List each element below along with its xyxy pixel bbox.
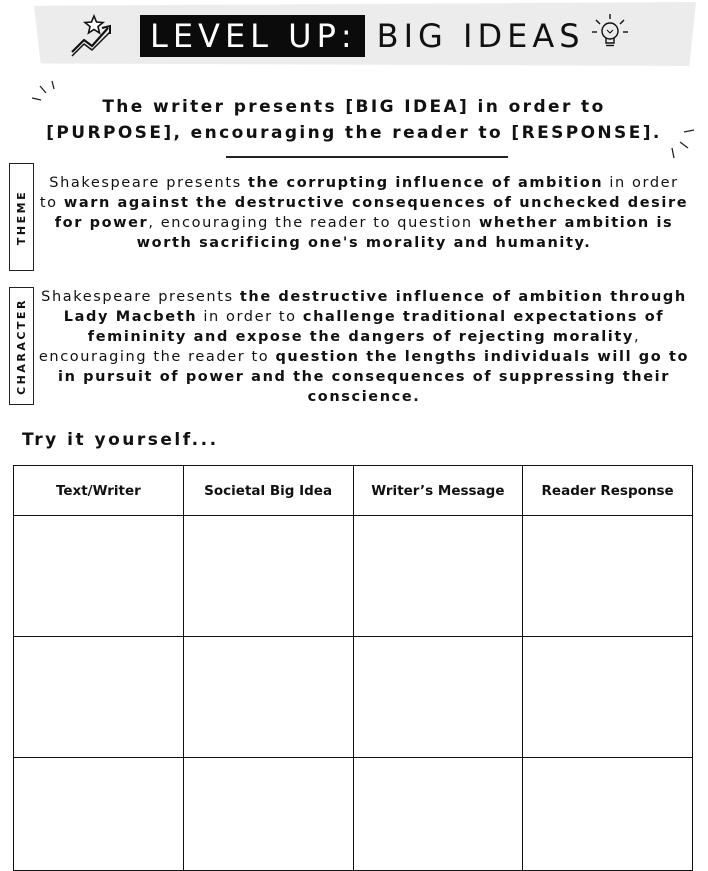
emphasis-text: the destructive influence of ambition through Lady Macbeth — [63, 289, 687, 325]
answer-cell[interactable] — [14, 758, 184, 871]
star-growth-arrow-icon — [68, 14, 120, 58]
answer-cell[interactable] — [14, 637, 184, 758]
answer-cell[interactable] — [523, 637, 693, 758]
divider — [226, 156, 508, 158]
column-header: Reader Response — [523, 466, 693, 516]
body-text: , encouraging the reader to question — [148, 215, 479, 231]
emphasis-text: the corrupting influence of ambition — [247, 175, 604, 191]
theme-tab — [9, 163, 34, 271]
column-header: Societal Big Idea — [183, 466, 353, 516]
body-text: Shakespeare presents — [41, 289, 240, 305]
formula-line-1: The writer presents [BIG IDEA] in order to — [102, 97, 606, 117]
page-title — [140, 14, 585, 58]
lightbulb-icon — [590, 12, 630, 52]
answer-cell[interactable] — [353, 758, 523, 871]
answer-cell[interactable] — [14, 516, 184, 637]
theme-tab-label: THEME — [15, 189, 28, 245]
answer-cell[interactable] — [183, 758, 353, 871]
answer-cell[interactable] — [183, 516, 353, 637]
try-it-heading: Try it yourself... — [22, 430, 219, 450]
character-tab — [9, 287, 34, 405]
sentence-formula — [20, 94, 688, 146]
emphasis-text: warn against the destructive consequences of unchecked desire for power — [54, 195, 689, 231]
title-highlight: LEVEL UP: — [140, 15, 365, 57]
title-text: BIG IDEAS — [376, 17, 585, 55]
practice-table — [13, 465, 693, 871]
answer-cell[interactable] — [523, 516, 693, 637]
body-text: , encouraging the reader to — [38, 329, 641, 365]
answer-cell[interactable] — [353, 516, 523, 637]
emphasis-text: whether ambition is worth sacrificing one's morality and humanity. — [136, 215, 674, 251]
emphasis-text: challenge traditional expectations of femininity and expose the dangers of rejecting morality — [87, 309, 665, 345]
character-example — [38, 287, 690, 407]
theme-example — [38, 173, 690, 253]
table-row — [14, 758, 693, 871]
body-text: in order to — [197, 309, 303, 325]
body-text: in order to — [39, 175, 679, 211]
body-text: Shakespeare presents — [49, 175, 248, 191]
column-header: Writer’s Message — [353, 466, 523, 516]
formula-line-2: [PURPOSE], encouraging the reader to [RESPONSE]. — [46, 123, 662, 143]
table-row — [14, 516, 693, 637]
column-header: Text/Writer — [14, 466, 184, 516]
answer-cell[interactable] — [523, 758, 693, 871]
character-tab-label: CHARACTER — [15, 297, 28, 395]
answer-cell[interactable] — [353, 637, 523, 758]
answer-cell[interactable] — [183, 637, 353, 758]
emphasis-text: question the lengths individuals will go to in pursuit of power and the consequences of suppressing their conscience. — [58, 349, 690, 405]
table-row — [14, 637, 693, 758]
table-header-row — [14, 466, 693, 516]
